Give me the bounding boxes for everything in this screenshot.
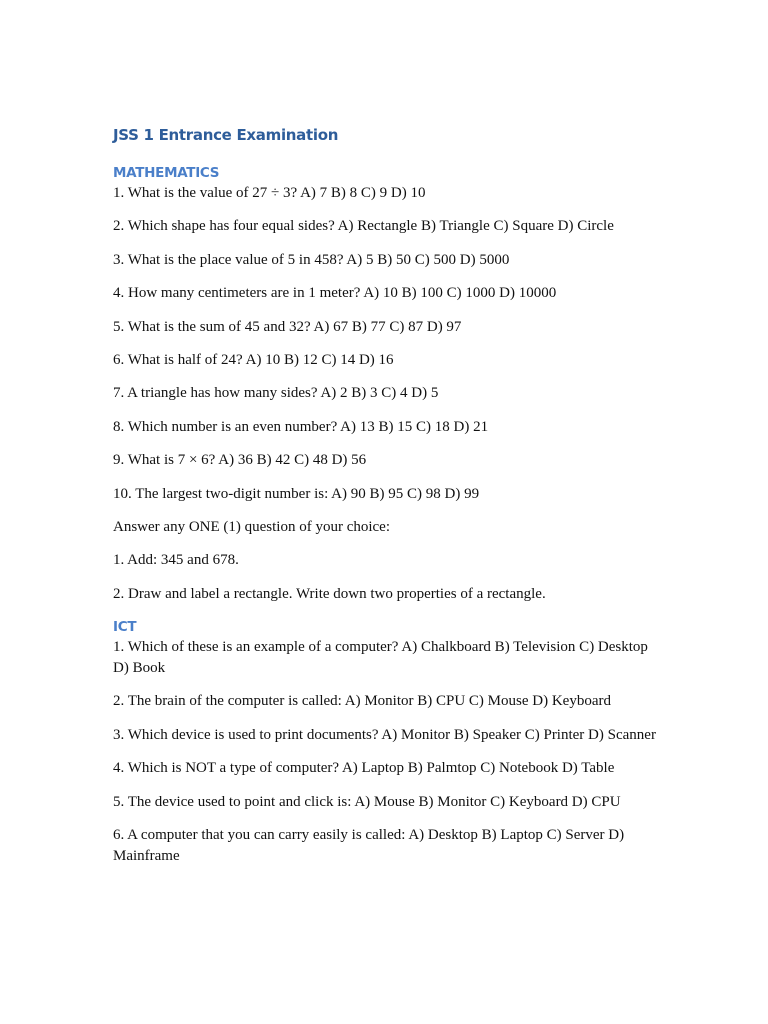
section-heading-ict: ICT [113,619,137,636]
math-question-7: 7. A triangle has how many sides? A) 2 B) 3 C) 4 D) 5 [113,385,439,402]
ict-question-2: 2. The brain of the computer is called: A) Monitor B) CPU C) Mouse D) Keyboard [113,693,611,710]
math-question-10: 10. The largest two-digit number is: A) 90 B) 95 C) 98 D) 99 [113,485,480,502]
math-question-2: 2. Which shape has four equal sides? A) Rectangle B) Triangle C) Square D) Circle [113,218,614,235]
math-question-8: 8. Which number is an even number? A) 13 B) 15 C) 18 D) 21 [113,418,489,435]
math-question-6: 6. What is half of 24? A) 10 B) 12 C) 14 D) 16 [113,351,394,368]
math-question-9: 9. What is 7 × 6? A) 36 B) 42 C) 48 D) 56 [113,452,367,469]
theory-instruction: Answer any ONE (1) question of your choice: [113,518,391,535]
section-heading-mathematics: MATHEMATICS [113,165,220,181]
ict-question-6: 6. A computer that you can carry easily is called: A) Desktop B) Laptop C) Server D) Mainframe [113,827,625,865]
document-body [113,124,658,879]
ict-question-1: 1. Which of these is an example of a computer? A) Chalkboard B) Television C) Desktop D) Book [113,639,648,677]
theory-question-1: 1. Add: 345 and 678. [113,552,239,569]
ict-question-3: 3. Which device is used to print documents? A) Monitor B) Speaker C) Printer D) Scanner [113,726,656,743]
math-question-1: 1. What is the value of 27 ÷ 3? A) 7 B) 8 C) 9 D) 10 [113,185,426,201]
math-question-5: 5. What is the sum of 45 and 32? A) 67 B) 77 C) 87 D) 97 [113,318,462,335]
document-title: JSS 1 Entrance Examination [113,126,339,144]
ict-question-4: 4. Which is NOT a type of computer? A) Laptop B) Palmtop C) Notebook D) Table [113,760,615,777]
ict-question-5: 5. The device used to point and click is: A) Mouse B) Monitor C) Keyboard D) CPU [113,793,621,810]
math-question-4: 4. How many centimeters are in 1 meter? A) 10 B) 100 C) 1000 D) 10000 [113,285,557,302]
theory-question-2: 2. Draw and label a rectangle. Write down two properties of a rectangle. [113,585,546,602]
math-question-3: 3. What is the place value of 5 in 458? A) 5 B) 50 C) 500 D) 5000 [113,251,510,268]
